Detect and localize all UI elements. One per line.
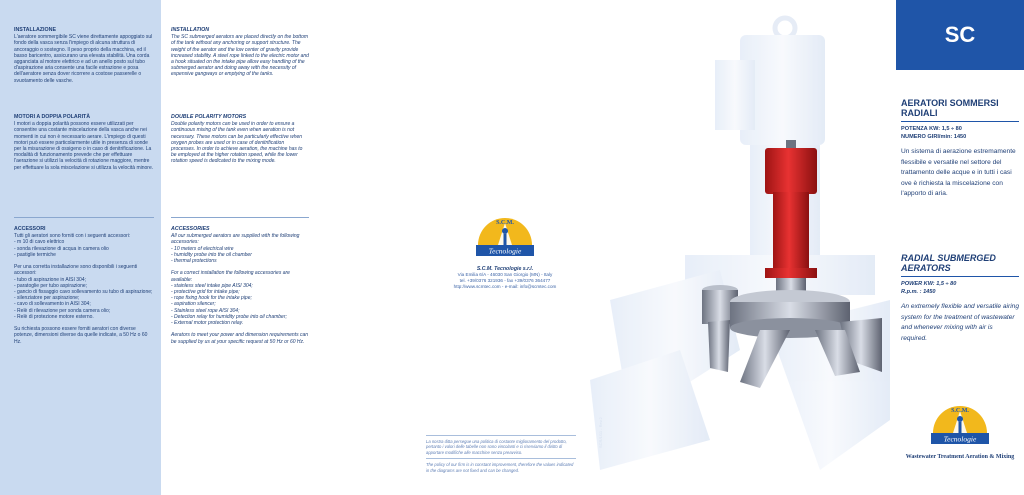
it-power: POTENZA KW: 1,5 ÷ 80 <box>901 126 962 132</box>
double-polarity-body: Double polarity motors can be used in order to ensure a continuous mixing of the tank even when aeration is not necessary. These motors can be particularly effective when oxygen probes are used or in case of denitrification processes. In order to achieve aeration, the machine has to be employed at the higher rotation speed, while the lower rotation speed is dedicated to the mixing mode. <box>171 121 303 165</box>
en-description: An extremely flexible and versatile airing system for the treatment of wastewater and whenever mixing with air is required. <box>901 303 1020 342</box>
aerator-illustration <box>590 0 896 495</box>
motori-section <box>14 114 154 171</box>
company-address: Via Emilia 6/A - 46030 San Giorgio (MN) - Italy <box>457 272 553 277</box>
accessori-heading: ACCESSORI <box>14 226 46 232</box>
italian-specs <box>901 125 1019 200</box>
it-title: AERATORI SOMMERSI RADIALI <box>901 98 999 118</box>
logo-letters: S.C.M. <box>496 220 514 226</box>
company-web[interactable]: http://www.scmtec.com - e-mail: info@scmtec.com <box>453 284 557 289</box>
left-divider <box>14 217 154 218</box>
accessories-heading: ACCESSORIES <box>171 226 210 232</box>
english-summary <box>901 253 1019 273</box>
it-rpm: NUMERO GIRI/min: 1450 <box>901 134 967 140</box>
accessories-section <box>171 226 309 345</box>
right-logo-word: Tecnologie <box>943 434 977 444</box>
model-badge <box>896 0 1024 70</box>
disclaimer-it: La nostra ditta persegue una politica di costante miglioramento del prodotto, pertanto i valori delle tabelle non sono vincolanti e ci riserviamo il diritto di apportare modifiche alle macchine senza preavviso. <box>426 439 567 455</box>
installation-body: The SC submerged aerators are placed directly on the bottom of the tank without any anchoring or support structure. The weight of the aerator and the low center of gravity provide increased stability. A steel rope linked to the electric motor and a hook situated on the intake pipe allow easy handling of the submerged aerator and doing away with the necessity of expensive gangways or emptying of the tanks. <box>171 34 309 78</box>
english-specs <box>901 280 1019 344</box>
company-block <box>430 215 580 290</box>
disclaimer-en: The policy of our firm is in constant improvement, therefore the values indicated in the diagrams are not fixed and can be changed. <box>426 462 574 473</box>
company-name: S.C.M. Tecnologie s.r.l. <box>476 266 534 272</box>
it-title-rule <box>901 121 1019 122</box>
italian-summary <box>901 98 1019 118</box>
accessories-body: All our submerged aerators are supplied with the following accessories: - 10 meters of electrical wire - humidity probe into the oil chamber - thermal protections For a correct installation the following accessories are available: - stainless steel intake pipe AISI 304; - protective grid for intake pipe; - rope fixing hook for the intake pipe; - aspiration silencer; - Stainless steel rope AISI 304; - Detection relay for humidity probe into oil chamber; - External motor protection relay. Aerators to meet your power and dimension requirements can be supplied by us at your specific request at 50 Hz or 60 Hz. <box>171 233 309 345</box>
installazione-heading: INSTALLAZIONE <box>14 27 56 33</box>
double-polarity-section <box>171 114 309 165</box>
scm-right-logo-icon <box>925 403 995 447</box>
company-phone: tel. +39/0376 321936 - fax +39/0376 364477 <box>459 278 551 283</box>
tagline: Wastewater Treatment Aeration & Mixing <box>905 454 1015 460</box>
accessori-section <box>14 226 154 345</box>
double-polarity-heading: DOUBLE POLARITY MOTORS <box>171 114 247 120</box>
en-power: POWER KW: 1,5 ÷ 80 <box>901 281 957 287</box>
en-rpm: R.p.m. : 1450 <box>901 289 936 295</box>
product-image <box>590 0 896 495</box>
company-logo <box>470 215 540 264</box>
model-badge-label: SC <box>944 22 976 47</box>
installation-section <box>171 27 309 78</box>
right-logo-block <box>904 403 1016 460</box>
disclaimer <box>426 432 576 473</box>
installazione-body: L'aeratore sommergibile SC viene direttamente appoggiato sul fondo della vasca senza l'impiego di alcuna struttura di ancoraggio o sostegno. Il peso proprio della macchina, ed il basso baricentro, assicurano una elevata stabilità. Una corda agganciata al motore elettrico e ad un anello posto sul tubo d'aspirazione aria consente una facile estrazione e posa dell'aeratore senza dover ricorrere a costose passerelle o svuotamento delle vasche. <box>14 34 153 84</box>
middle-divider <box>171 217 309 218</box>
installazione-section <box>14 27 154 84</box>
it-description: Un sistema di aerazione estremamente flessibile e versatile nel settore del trattamento delle acque e in tutti i casi ove è richiesta la miscelazione con l'apporto di aria. <box>901 148 1016 198</box>
logo-word: Tecnologie <box>488 246 522 256</box>
right-logo-letters: S.C.M. <box>951 408 969 414</box>
scm-logo-icon <box>470 215 540 259</box>
accessori-body: Tutti gli aeratori sono forniti con i seguenti accessori: - m 10 di cavo elettrico - sonda rilevazione di acqua in camera olio - pastiglie termiche Per una corretta installazione sono disponibili i seguenti accessori: - tubo di aspirazione in AISI 304; - paratoglie per tubo aspirazione; - gancio di fissaggio cavo sollevamento su tubo di aspirazione; - silenziatore per aspirazione; - cavo di sollevamento in AISI 304; - Relè di rilevazione per sonda camera olio; - Relè di protezione motore esterno. Su richiesta possono essere forniti aeratori con diverse potenze, dimensioni diverse da quelle indicate, a 50 Hz o 60 Hz. <box>14 233 153 345</box>
motori-heading: MOTORI A DOPPIA POLARITÀ <box>14 114 91 120</box>
en-title: RADIAL SUBMERGED AERATORS <box>901 253 996 273</box>
motori-body: I motori a doppia polarità possono essere utilizzati per consentire una costante miscelazione della vasca anche nei momenti in cui non è necessario aerare. L'impiego di questi motori può essere particolarmente utile in presenza di sonde per la misurazione di ossigeno o in caso di denitrificazione. La modalità di funzionamento prevede che per effettuare l'aerazione si utilizzi la velocità di rotazione maggiore, mentre per effettuare la sola miscelazione si utilizza la velocità minore. <box>14 121 154 171</box>
en-title-rule <box>901 276 1019 277</box>
installation-heading: INSTALLATION <box>171 27 210 33</box>
